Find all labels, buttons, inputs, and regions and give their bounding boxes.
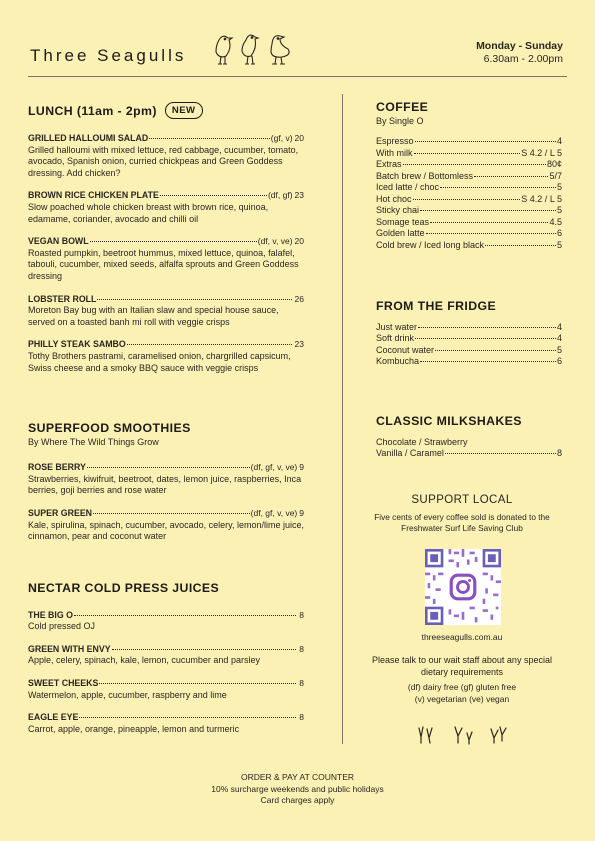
- milkshakes-line2: Vanilla / Caramel: [376, 448, 444, 459]
- dot-leader: [435, 350, 556, 351]
- website-link[interactable]: threeseagulls.com.au: [421, 632, 503, 642]
- juices-section: [28, 583, 304, 746]
- opening-time: 6.30am - 2.00pm: [483, 53, 563, 65]
- drink-row: [376, 205, 562, 217]
- menu-item-heading: [28, 508, 304, 520]
- drink-price: 4: [556, 321, 562, 332]
- milkshakes-line2-row: [376, 448, 562, 460]
- support-title: SUPPORT LOCAL: [411, 494, 513, 506]
- menu-item-heading: [28, 462, 304, 474]
- menu-item: [28, 294, 304, 329]
- drink-name: Batch brew / Bottomless: [376, 170, 474, 181]
- coffee-section: [376, 102, 562, 251]
- drink-row: [376, 217, 562, 229]
- drink-name: Cold brew / Iced long black: [376, 239, 485, 250]
- footer: [0, 772, 595, 807]
- new-badge: NEW: [165, 102, 203, 119]
- dot-leader: [430, 222, 548, 223]
- column-divider: [342, 94, 343, 744]
- menu-item-price: 8: [299, 609, 304, 620]
- dot-leader: [90, 241, 257, 242]
- lunch-title: LUNCH (11am - 2pm): [28, 104, 157, 118]
- menu-item-name: ROSE BERRY: [28, 462, 86, 473]
- opening-hours: [476, 40, 563, 66]
- seagull-footprints-icon: [414, 724, 510, 746]
- dot-leader: [474, 176, 548, 177]
- coffee-title: COFFEE: [376, 100, 429, 114]
- lunch-heading: [28, 102, 304, 119]
- fridge-title: FROM THE FRIDGE: [376, 299, 497, 313]
- menu-item-description: Apple, celery, spinach, kale, lemon, cucumber and parsley: [28, 655, 260, 666]
- dot-leader: [414, 153, 521, 154]
- menu-item-heading: [28, 678, 304, 690]
- menu-item-name: BROWN RICE CHICKEN PLATE: [28, 190, 159, 201]
- drink-row: [376, 240, 562, 252]
- dot-leader: [415, 338, 556, 339]
- menu-item: [28, 133, 304, 179]
- fridge-section: [376, 301, 562, 368]
- support-footer: [362, 632, 562, 705]
- menu-item-description: Roasted pumpkin, beetroot hummus, mixed lettuce, quinoa, falafel, tabouli, cucumber, mixed seeds, alfalfa sprouts and Green Goddess dressing: [28, 247, 299, 281]
- drink-name: Kombucha: [376, 356, 420, 367]
- instagram-qr-code[interactable]: [425, 549, 501, 625]
- menu-item-description: Strawberries, kiwifruit, beetroot, dates, lemon juice, raspberries, Inca berries, goji berries and rose water: [28, 473, 302, 496]
- dot-leader: [149, 138, 270, 139]
- menu-item-heading: [28, 339, 304, 351]
- drink-price: S 4.2 / L 5: [521, 193, 562, 204]
- drink-name: Coconut water: [376, 344, 435, 355]
- drink-row: [376, 136, 562, 148]
- drink-price: 5: [556, 205, 562, 216]
- drink-price: S 4.2 / L 5: [521, 147, 562, 158]
- opening-days: Monday - Sunday: [476, 40, 563, 52]
- dot-leader: [418, 327, 556, 328]
- drink-name: With milk: [376, 147, 413, 158]
- menu-item-heading: [28, 294, 304, 306]
- menu-item-price: 9: [299, 507, 304, 518]
- drink-price: 4.5: [549, 216, 562, 227]
- smoothies-title: SUPERFOOD SMOOTHIES: [28, 421, 191, 435]
- dot-leader: [420, 361, 556, 362]
- menu-item-description: Kale, spirulina, spinach, cucumber, avocado, celery, lemon/lime juice, cinnamon, pear and coconut water: [28, 519, 304, 542]
- dot-leader: [426, 233, 556, 234]
- drink-price: 6: [556, 228, 562, 239]
- drink-price: 4: [556, 136, 562, 147]
- dot-leader: [445, 453, 556, 454]
- menu-item-price: 8: [299, 677, 304, 688]
- dietary-tags: (gf, v): [270, 133, 293, 143]
- dot-leader: [97, 299, 291, 300]
- menu-item-description: Grilled halloumi with mixed lettuce, red cabbage, cucumber, tomato, avocado, Spanish onion, curried chickpeas and Green Goddess dressing. Add chicken?: [28, 144, 299, 178]
- drink-price: 5/7: [549, 170, 562, 181]
- milkshakes-title: CLASSIC MILKSHAKES: [376, 414, 522, 428]
- seagulls-logo-icon: [212, 28, 298, 68]
- menu-item: [28, 236, 304, 282]
- drink-row: [376, 322, 562, 334]
- menu-item-price: 20: [294, 236, 304, 247]
- drink-name: Soft drink: [376, 333, 415, 344]
- drink-name: Espresso: [376, 136, 414, 147]
- menu-item: [28, 508, 304, 543]
- smoothies-section: [28, 423, 304, 554]
- menu-item-price: 23: [294, 339, 304, 350]
- footer-order-note: ORDER & PAY AT COUNTER: [240, 772, 355, 782]
- dot-leader: [74, 615, 296, 616]
- footer-card-note: Card charges apply: [260, 795, 335, 805]
- dot-leader: [415, 141, 556, 142]
- menu-item: [28, 462, 304, 497]
- drink-name: Iced latte / choc: [376, 182, 440, 193]
- drink-price: 4: [556, 333, 562, 344]
- menu-item-price: 20: [294, 133, 304, 143]
- juices-title: NECTAR COLD PRESS JUICES: [28, 581, 220, 595]
- dot-leader: [93, 513, 250, 514]
- menu-item-name: EAGLE EYE: [28, 712, 79, 723]
- dietary-tags: (df, v, ve): [257, 236, 293, 247]
- header-divider: [28, 76, 567, 77]
- dot-leader: [112, 649, 297, 650]
- dietary-tags: (df, gf): [267, 190, 293, 201]
- drink-price: 80¢: [546, 159, 562, 170]
- support-text: Five cents of every coffee sold is donated to the Freshwater Surf Life Saving Club: [374, 512, 550, 533]
- drink-name: Golden latte: [376, 228, 425, 239]
- menu-item-heading: [28, 133, 304, 145]
- menu-item-price: 9: [299, 462, 304, 473]
- drink-price: 5: [556, 182, 562, 193]
- coffee-subtitle: By Single O: [376, 115, 424, 126]
- menu-item-heading: [28, 190, 304, 202]
- menu-item-name: THE BIG O: [28, 609, 73, 620]
- drink-price: 6: [556, 356, 562, 367]
- lunch-section: [28, 102, 304, 374]
- menu-item-description: Tothy Brothers pastrami, caramelised onion, chargrilled capsicum, Swiss cheese and a smoky BBQ sauce with veggie crisps: [28, 350, 291, 373]
- brand-name: Three Seagulls: [30, 46, 187, 65]
- menu-item-description: Moreton Bay bug with an Italian slaw and special house sauce, served on a toasted banh mi roll with veggie crisps: [28, 305, 279, 327]
- milkshakes-section: [376, 416, 562, 460]
- dot-leader: [420, 210, 556, 211]
- drink-price: 5: [556, 239, 562, 250]
- menu-item-name: SWEET CHEEKS: [28, 677, 99, 688]
- dietary-note: Please talk to our wait staff about any special dietary requirements: [372, 655, 552, 677]
- menu-item-price: 26: [294, 293, 304, 304]
- menu-item-name: SUPER GREEN: [28, 507, 93, 518]
- milkshakes-price: 8: [556, 448, 562, 459]
- menu-item-heading: [28, 610, 304, 622]
- drink-row: [376, 356, 562, 368]
- menu-item-description: Cold pressed OJ: [28, 621, 96, 632]
- menu-item: [28, 712, 304, 735]
- dietary-legend-2: (v) vegetarian (ve) vegan: [414, 693, 510, 704]
- footer-surcharge-note: 10% surcharge weekends and public holidays: [211, 783, 384, 794]
- menu-item: [28, 644, 304, 667]
- drink-price: 5: [556, 344, 562, 355]
- menu-item: [28, 339, 304, 374]
- menu-item: [28, 190, 304, 225]
- dot-leader: [99, 683, 296, 684]
- drink-row: [376, 194, 562, 206]
- right-column: [376, 100, 562, 459]
- drink-row: [376, 333, 562, 345]
- menu-item-price: 8: [299, 643, 304, 654]
- menu-item-description: Carrot, apple, orange, pineapple, lemon and turmeric: [28, 723, 240, 734]
- drink-row: [376, 182, 562, 194]
- dot-leader: [160, 195, 267, 196]
- dot-leader: [87, 467, 250, 468]
- dot-leader: [413, 199, 521, 200]
- menu-item-name: GREEN WITH ENVY: [28, 643, 111, 654]
- menu-item-heading: [28, 712, 304, 724]
- drink-row: [376, 148, 562, 160]
- menu-item-name: VEGAN BOWL: [28, 236, 89, 247]
- menu-item-price: 23: [294, 190, 304, 201]
- drink-name: Extras: [376, 159, 402, 170]
- menu-item-heading: [28, 644, 304, 656]
- menu-item-name: LOBSTER ROLL: [28, 293, 97, 304]
- menu-item: [28, 610, 304, 633]
- menu-item-name: GRILLED HALLOUMI SALAD: [28, 133, 149, 143]
- menu-item-price: 8: [299, 712, 304, 723]
- dot-leader: [440, 187, 556, 188]
- drink-name: Just water: [376, 321, 418, 332]
- menu-item-description: Slow poached whole chicken breast with brown rice, quinoa, edamame, coriander, avocado and chilli oil: [28, 201, 269, 224]
- dot-leader: [79, 717, 296, 718]
- dietary-tags: (df, gf, v, ve): [250, 462, 298, 473]
- menu-item-name: PHILLY STEAK SAMBO: [28, 339, 126, 350]
- menu-item-description: Watermelon, apple, cucumber, raspberry and lime: [28, 689, 227, 700]
- smoothies-subtitle: By Where The Wild Things Grow: [28, 436, 159, 447]
- left-column: [28, 102, 304, 734]
- milkshakes-line1: Chocolate / Strawberry: [376, 436, 468, 447]
- drink-row: [376, 159, 562, 171]
- drink-name: Sticky chai: [376, 205, 420, 216]
- dot-leader: [403, 164, 546, 165]
- drink-row: [376, 228, 562, 240]
- menu-item-heading: [28, 236, 304, 248]
- dietary-tags: (df, gf, v, ve): [250, 507, 298, 518]
- dot-leader: [127, 344, 292, 345]
- dot-leader: [485, 245, 556, 246]
- menu-item: [28, 678, 304, 701]
- dietary-legend-1: (df) dairy free (gf) gluten free: [407, 682, 517, 692]
- drink-row: [376, 171, 562, 183]
- drink-name: Hot choc: [376, 193, 412, 204]
- drink-name: Somage teas: [376, 216, 430, 227]
- support-section: [362, 494, 562, 534]
- drink-row: [376, 345, 562, 357]
